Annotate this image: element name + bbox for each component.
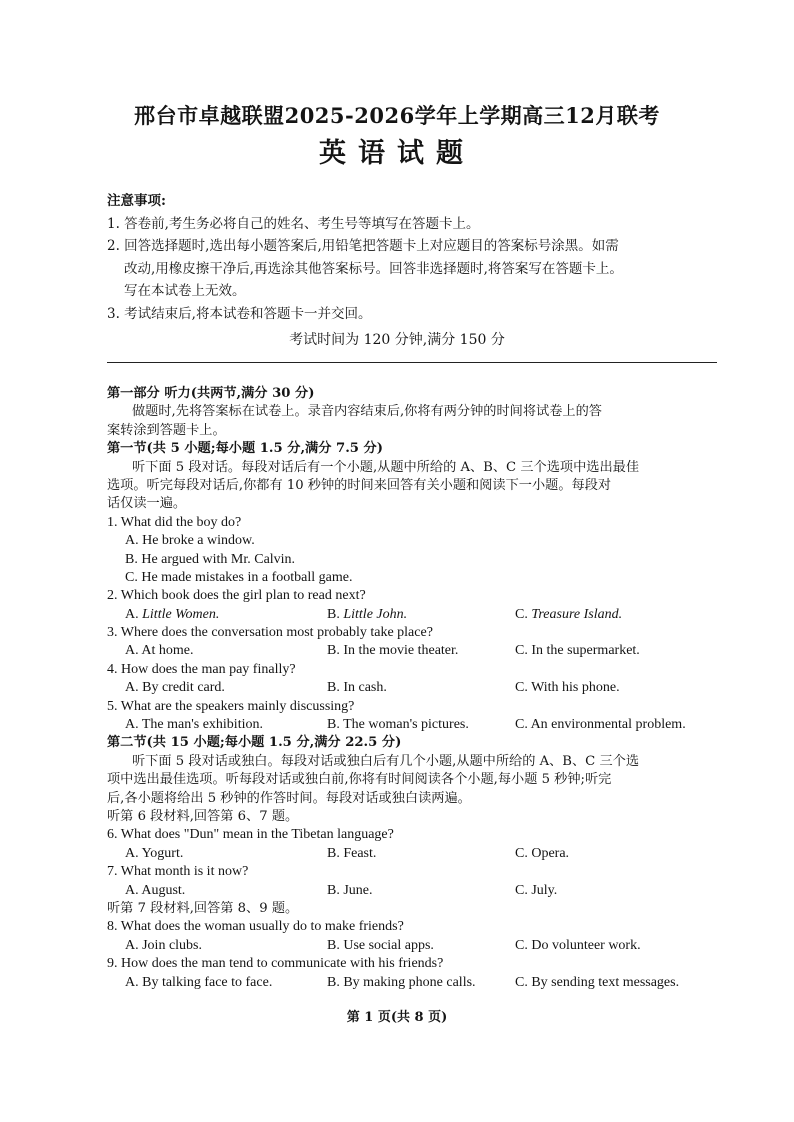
q9-option-c: C. By sending text messages. [515, 974, 680, 990]
exam-time: 考试时间为 120 分钟,满分 150 分 [289, 332, 505, 348]
q3-option-c: C. In the supermarket. [515, 643, 640, 659]
q9-options [107, 974, 717, 992]
part1-intro-b: 案转涂到答题卡上。 [107, 422, 226, 438]
q5-option-b: B. The woman's pictures. [327, 717, 469, 733]
q2-option-c [515, 606, 622, 624]
q1-option-a: A. He broke a window. [125, 533, 255, 549]
notice-item-2c: 写在本试卷上无效。 [124, 283, 246, 299]
notice-item-3: 3. 考试结束后,将本试卷和答题卡一并交回。 [107, 305, 372, 322]
q2-option-a-prefix: A. [125, 606, 143, 622]
q7-option-b: B. June. [327, 882, 373, 898]
page-number: 第 1 页(共 8 页) [346, 1010, 448, 1025]
question-4: 4. How does the man pay finally? [107, 661, 296, 677]
q3-option-b: B. In the movie theater. [327, 643, 459, 659]
q4-options [107, 679, 717, 697]
section1-intro-c: 话仅读一遍。 [107, 496, 187, 512]
q2-option-b-prefix: B. [327, 606, 344, 622]
q1-option-a-row [107, 532, 717, 550]
q8-option-b: B. Use social apps. [327, 937, 434, 953]
q3-option-a: A. At home. [125, 643, 194, 659]
notice-item-2b: 改动,用橡皮擦干净后,再选涂其他答案标号。回答非选择题时,将答案写在答题卡上。 [124, 260, 623, 277]
question-2: 2. Which book does the girl plan to read next? [107, 588, 366, 604]
q4-option-a: A. By credit card. [125, 680, 225, 696]
question-5: 5. What are the speakers mainly discussing? [107, 698, 355, 714]
q8-options [107, 937, 717, 955]
q9-option-a: A. By talking face to face. [125, 974, 273, 990]
q6-options [107, 845, 717, 863]
q2-option-a-text: Little Women. [142, 606, 220, 622]
q2-options [107, 606, 717, 624]
exam-body [107, 385, 717, 992]
question-8: 8. What does the woman usually do to make friends? [107, 919, 404, 935]
material-6-label: 听第 6 段材料,回答第 6、7 题。 [107, 808, 299, 824]
section2-heading: 第二节(共 15 小题;每小题 1.5 分,满分 22.5 分) [107, 735, 402, 751]
q1-option-c: C. He made mistakes in a football game. [125, 569, 353, 585]
question-6: 6. What does "Dun" mean in the Tibetan language? [107, 827, 394, 843]
notice-item-2a: 2. 回答选择题时,选出每小题答案后,用铅笔把答题卡上对应题目的答案标号涂黑。如需 [107, 238, 619, 254]
q9-option-b: B. By making phone calls. [327, 974, 476, 990]
question-7: 7. What month is it now? [107, 864, 249, 880]
q4-option-c: C. With his phone. [515, 680, 620, 696]
q5-option-a: A. The man's exhibition. [125, 717, 263, 733]
q1-option-c-row [107, 569, 717, 587]
notice-item-1: 1. 答卷前,考生务必将自己的姓名、考生号等填写在答题卡上。 [107, 215, 480, 232]
q1-option-b-row [107, 551, 717, 569]
question-1: 1. What did the boy do? [107, 514, 242, 530]
section1-intro-a: 听下面 5 段对话。每段对话后有一个小题,从题中所给的 A、B、C 三个选项中选出最佳 [132, 459, 640, 475]
q2-option-c-text: Treasure Island. [531, 606, 623, 622]
divider [107, 362, 717, 363]
q6-option-b: B. Feast. [327, 845, 377, 861]
q4-option-b: B. In cash. [327, 680, 387, 696]
q5-option-c: C. An environmental problem. [515, 717, 686, 733]
q1-option-b: B. He argued with Mr. Calvin. [125, 551, 296, 567]
section2-intro-b: 项中选出最佳选项。听每段对话或独白前,你将有时间阅读各个小题,每小题 5 秒钟;听完 [107, 772, 612, 788]
notice-block [107, 190, 727, 325]
question-3: 3. Where does the conversation most probably take place? [107, 625, 433, 641]
q2-option-b [327, 606, 407, 624]
q8-option-a: A. Join clubs. [125, 937, 202, 953]
material-7-label: 听第 7 段材料,回答第 8、9 题。 [107, 900, 299, 916]
part1-heading: 第一部分 听力(共两节,满分 30 分) [107, 386, 315, 401]
section2-intro-c: 后,各小题将给出 5 秒钟的作答时间。每段对话或独白读两遍。 [107, 790, 471, 806]
exam-title: 邢台市卓越联盟2025-2026学年上学期高三12月联考 [134, 103, 660, 128]
section1-intro-b: 选项。听完每段对话后,你都有 10 秒钟的时间来回答有关小题和阅读下一小题。每段对 [107, 477, 612, 493]
notice-heading: 注意事项: [107, 193, 166, 209]
part1-intro-a: 做题时,先将答案标在试卷上。录音内容结束后,你将有两分钟的时间将试卷上的答 [132, 404, 602, 420]
q2-option-b-text: Little John. [343, 606, 408, 622]
q7-options [107, 882, 717, 900]
question-9: 9. How does the man tend to communicate with his friends? [107, 956, 444, 972]
q2-option-a [125, 606, 219, 624]
q3-options [107, 642, 717, 660]
subject-title: 英语试题 [319, 138, 475, 169]
q6-option-a: A. Yogurt. [125, 845, 184, 861]
q8-option-c: C. Do volunteer work. [515, 937, 641, 953]
section2-intro-a: 听下面 5 段对话或独白。每段对话或独白后有几个小题,从题中所给的 A、B、C 三个选 [132, 753, 640, 769]
q7-option-c: C. July. [515, 882, 558, 898]
q2-option-c-prefix: C. [515, 606, 532, 622]
q5-options [107, 716, 717, 734]
q6-option-c: C. Opera. [515, 845, 570, 861]
q7-option-a: A. August. [125, 882, 186, 898]
section1-heading: 第一节(共 5 小题;每小题 1.5 分,满分 7.5 分) [107, 441, 383, 457]
